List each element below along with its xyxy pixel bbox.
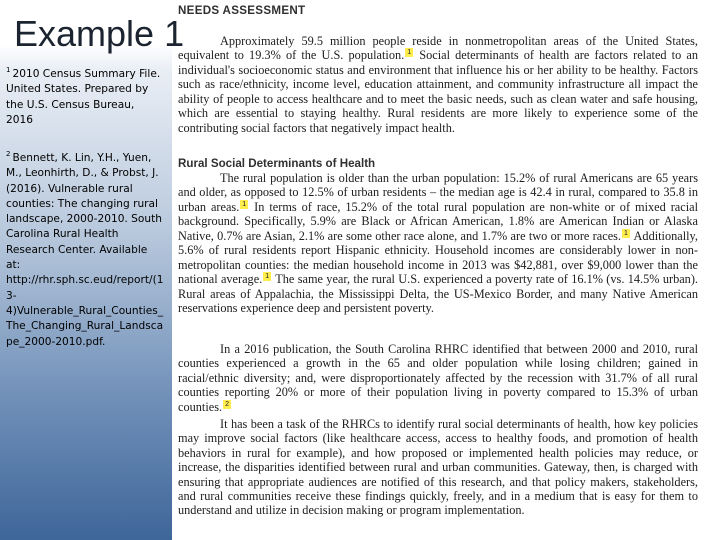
paragraph-text: The rural population is older than the urban population: 15.2% of rural Americans are 65 years and older, as opposed to 12.5% of urban residents – the median age is 42.4 in rural, compared to 35.8 in urban areas. bbox=[178, 171, 698, 214]
paragraph-text: In terms of race, 15.2% of the total rural population are non-white or of mixed racial background. Specifically, 5.9% are Black or African American, 1.8% are American Indian or Alaska Native, 0.7% are Asian, 2.1% are some other race alone, and 1.7% are two or more races. bbox=[178, 199, 699, 243]
paragraph-text: The same year, the rural U.S. experienced a poverty rate of 16.1% (vs. 14.5% urban). Rural areas of Appalachia, the Mississippi Delta, the US-Mexico Border, and many Native American reservations experience deep and persistent poverty. bbox=[178, 272, 698, 315]
citation-marker: 1 bbox=[407, 49, 412, 57]
footnote-text: 2010 Census Summary File. United States. Prepared by the U.S. Census Bureau, 2016 bbox=[6, 68, 161, 126]
paragraph-rhrc-task bbox=[178, 417, 698, 518]
footnote-text: Bennett, K. Lin, Y.H., Yuen, M., Leonhirth, D., & Probst, J. (2016). Vulnerable rural counties: The changing rural landscape, 2000-2010. South Carolina Rural Health Research Center. Available at: http://rhr.sph.sc.eud/report/(13-4)Vulnerable_Rural_Counties_The_Changing_Rural_Landscape_2000-2010.pdf. bbox=[6, 152, 164, 348]
paragraph-text: In a 2016 publication, the South Carolina RHRC identified that between 2000 and 2010, rural counties experienced a growth in the 65 and older population while losing children; gained in racial/ethnic diversity; and, were disproportionately affected by the recession with 31.7% of all rural counties reporting 20% or more of their population living in poverty compared to 15.3% of urban counties. bbox=[178, 342, 698, 414]
citation-marker: 1 bbox=[624, 229, 628, 237]
slide-sidebar bbox=[0, 0, 185, 540]
document-excerpt bbox=[178, 0, 716, 540]
citation-marker: 1 bbox=[242, 200, 247, 208]
paragraph-demographics bbox=[178, 171, 698, 315]
paragraph-text: It has been a task of the RHRCs to identify rural social determinants of health, how key policies may improve social factors (like healthcare access, access to healthy foods, and promotion of health behaviors in rural for example), and how proposed or implemented health policies may reduce, or increase, the disparities identified between rural and urban communities. Gateway, then, is charged with ensuring that appropriate audiences are notified of this research, and that policy makers, stakeholders, and rural communities receive these findings quickly, freely, and in a medium that is easy for them to understand and utilize in decision making or program implementation. bbox=[178, 417, 698, 518]
footnote-marker: 1 bbox=[6, 66, 11, 74]
footnote-1 bbox=[6, 67, 164, 128]
footnote-marker: 2 bbox=[6, 150, 11, 158]
paragraph-text: Social determinants of health are factors related to an individual's socioeconomic status and environment that influence his or her ability to be healthy. Factors such as race/ethnicity, income level, education attainment, and community infrastructure all impact the ability of people to access healthcare and to meet the basic needs, such as clean water and safe housing, which are essential to staying healthy. Rural residents are more likely to experience some of the contributing social factors that negatively impact health. bbox=[178, 48, 698, 135]
citation-marker: 2 bbox=[225, 400, 229, 408]
slide-title: Example 1 bbox=[14, 13, 185, 54]
paragraph-rhrc-publication bbox=[178, 342, 698, 414]
paragraph-text: Additionally, 5.6% of rural residents report Hispanic ethnicity. Household incomes are considerably lower in non-metropolitan counties: the median household income in 2013 was $42,881, over $9,000 lower than the national average. bbox=[178, 228, 698, 287]
paragraph-text: Approximately 59.5 million people reside in nonmetropolitan areas of the United States, equivalent to 19.3% of the U.S. population. bbox=[178, 34, 698, 63]
footnote-2 bbox=[6, 151, 164, 350]
paragraph-intro bbox=[178, 34, 698, 135]
document-heading: NEEDS ASSESSMENT bbox=[178, 4, 306, 17]
section-subheading: Rural Social Determinants of Health bbox=[178, 157, 376, 170]
citation-marker: 1 bbox=[265, 273, 270, 281]
